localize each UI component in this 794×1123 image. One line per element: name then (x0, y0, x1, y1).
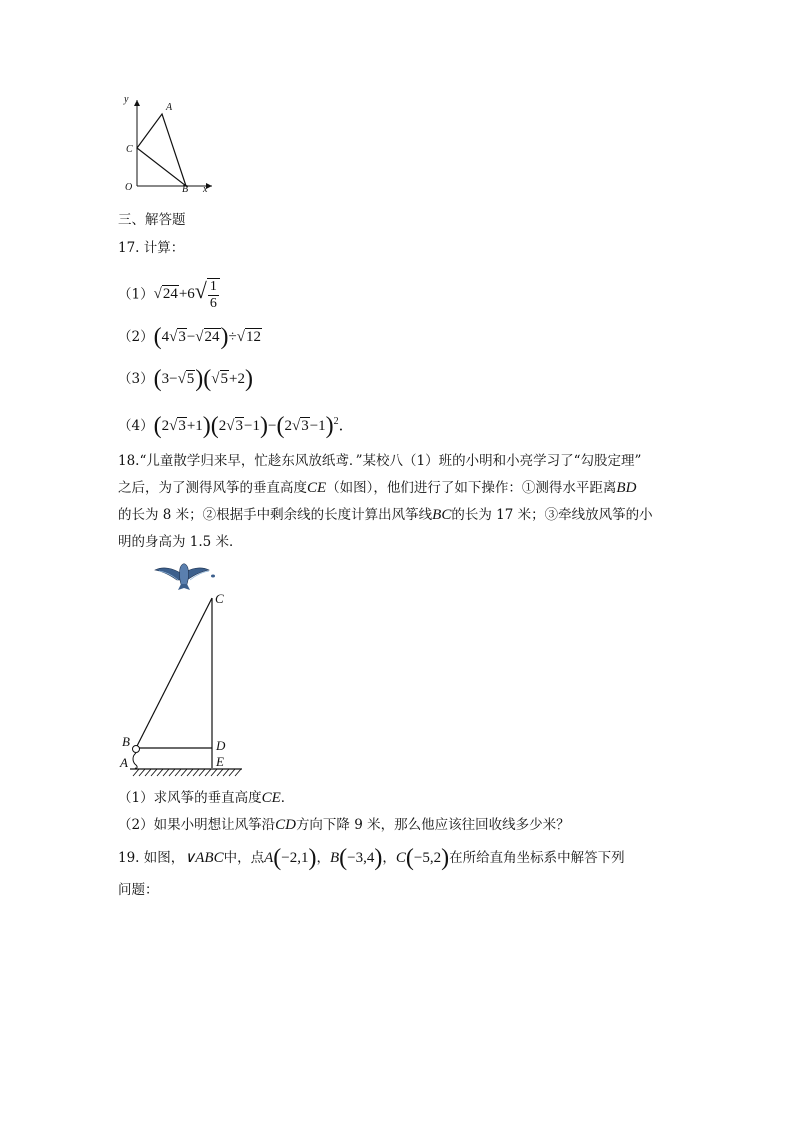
segment-ce: CE (307, 480, 327, 496)
triangle-abc (137, 114, 186, 186)
point-a: A (264, 850, 274, 866)
radicand: 3 (235, 418, 244, 434)
kite-string-bc (136, 598, 212, 748)
point-c: C (395, 850, 406, 866)
term: +1 (186, 418, 203, 434)
point-a-coords: −2,1 (281, 850, 309, 866)
text: 在所给直角坐标系中解答下列 (449, 850, 625, 866)
q17-part2-number: （2） (118, 329, 154, 345)
q17-part3-number: （3） (118, 371, 154, 387)
q17-part2 (118, 324, 262, 350)
radicand: 5 (186, 371, 195, 387)
q17-part3-expr: (3−√5)(√5+2) (153, 366, 253, 392)
radicand: 3 (178, 329, 186, 345)
point-e-label: E (216, 754, 224, 769)
term: +2 (229, 371, 245, 387)
radicand: 3 (178, 418, 186, 434)
point-b-label: B (182, 184, 189, 195)
term: −1 (309, 418, 326, 434)
segment-bc: BC (432, 507, 452, 523)
y-axis-arrow-icon (134, 100, 140, 106)
q17-part1-expr (153, 278, 220, 311)
sqrt-sign: √ (194, 278, 207, 304)
comma: ， (316, 850, 330, 866)
q18-line2 (118, 475, 678, 502)
term: 2 (161, 418, 170, 434)
ground-hatching (133, 769, 241, 776)
point-c-label: C (215, 591, 224, 606)
kite-figure-svg (115, 558, 255, 783)
q18-sub1 (118, 788, 294, 808)
period: ． (338, 418, 354, 434)
segment-cd: CD (275, 817, 296, 833)
term: 2 (218, 418, 227, 434)
radicand: 24 (162, 286, 178, 303)
q19-line2: 问题： (118, 882, 159, 898)
point-b: B (329, 850, 340, 866)
figure-kite (115, 558, 255, 783)
q17-part4-expr: $(2√3+1)(2√3-1)-(2√3-1)^2$． (153, 413, 354, 439)
comma: ， (382, 850, 396, 866)
point-c-label: C (126, 144, 133, 155)
triangle-name: ∨ABC (184, 850, 224, 866)
q17-part1-number: （1） (118, 286, 154, 303)
person-body-icon (133, 753, 137, 768)
radicand: 24 (204, 329, 220, 345)
radicand: 3 (301, 418, 309, 434)
q17-part1 (118, 278, 220, 312)
kite-icon (155, 564, 215, 590)
fraction (207, 278, 220, 312)
point-d-label: D (216, 738, 226, 753)
text: 之后，为了测得风筝的垂直高度 (118, 480, 307, 496)
q18-sub2 (118, 815, 570, 835)
person-head-icon (133, 746, 140, 753)
term: 3− (161, 371, 178, 387)
text: （如图），他们进行了如下操作：①测得水平距离 (326, 480, 617, 496)
q17-title: 17. 计算： (118, 240, 185, 256)
term: 2 (284, 418, 292, 434)
point-b-label: B (122, 734, 130, 749)
term: −1 (244, 418, 260, 434)
section-heading: 三、解答题 (118, 212, 186, 228)
point-b-coords: −3,4 (347, 850, 375, 866)
text: 19. 如图， (118, 850, 185, 866)
q17-part3 (118, 366, 253, 392)
text: 方向下降 9 米，那么他应该往回收线多少米？ (295, 817, 570, 833)
operator: ÷ (228, 329, 237, 345)
numerator: 1 (209, 279, 217, 294)
sqrt-sign: √ (153, 286, 162, 303)
point-a-label: A (166, 102, 173, 113)
text: （2）如果小明想让风筝沿 (118, 817, 276, 833)
q18-line1: 18.“儿童散学归来早，忙趁东风放纸鸢．”某校八（1）班的小明和小亮学习了“勾股定理” (118, 453, 642, 469)
text: （1）求风筝的垂直高度 (118, 790, 262, 806)
operator: − (267, 418, 277, 434)
q17-part4-number: （4） (118, 418, 154, 434)
term: 4 (161, 329, 170, 345)
q19-line1: 19. 如图，∨ABC中，点A(−2,1)，B(−3,4)，C(−5,2)在所给直角坐标系中解答下列 (118, 845, 625, 871)
point-c-coords: −5,2 (413, 850, 442, 866)
segment-ce: CE (261, 790, 281, 806)
text: 的长为 8 米；②根据手中剩余线的长度计算出风筝线 (118, 507, 433, 523)
text: ． (280, 790, 295, 806)
radicand: 5 (220, 371, 229, 387)
figure-coordinate-triangle (112, 92, 222, 200)
denominator: 6 (209, 296, 217, 311)
y-axis-label: y (124, 94, 129, 105)
x-axis-label: x (203, 184, 208, 195)
text: 的长为 17 米；③牵线放风筝的小 (451, 507, 653, 523)
q18-text (118, 448, 678, 556)
q17-part4 (118, 412, 354, 439)
q17-part2-expr: (4√3−√24)÷√12 (153, 324, 261, 350)
radicand: 12 (246, 329, 261, 345)
q18-line3 (118, 502, 678, 529)
point-a-label: A (120, 755, 128, 770)
q18-line4: 明的身高为 1.5 米． (118, 534, 243, 550)
segment-bd: BD (616, 480, 637, 496)
origin-label: O (125, 182, 133, 193)
text: 中，点 (223, 850, 265, 866)
exponent: 2 (333, 416, 339, 427)
term: +6 (178, 286, 195, 303)
operator: − (186, 329, 196, 345)
